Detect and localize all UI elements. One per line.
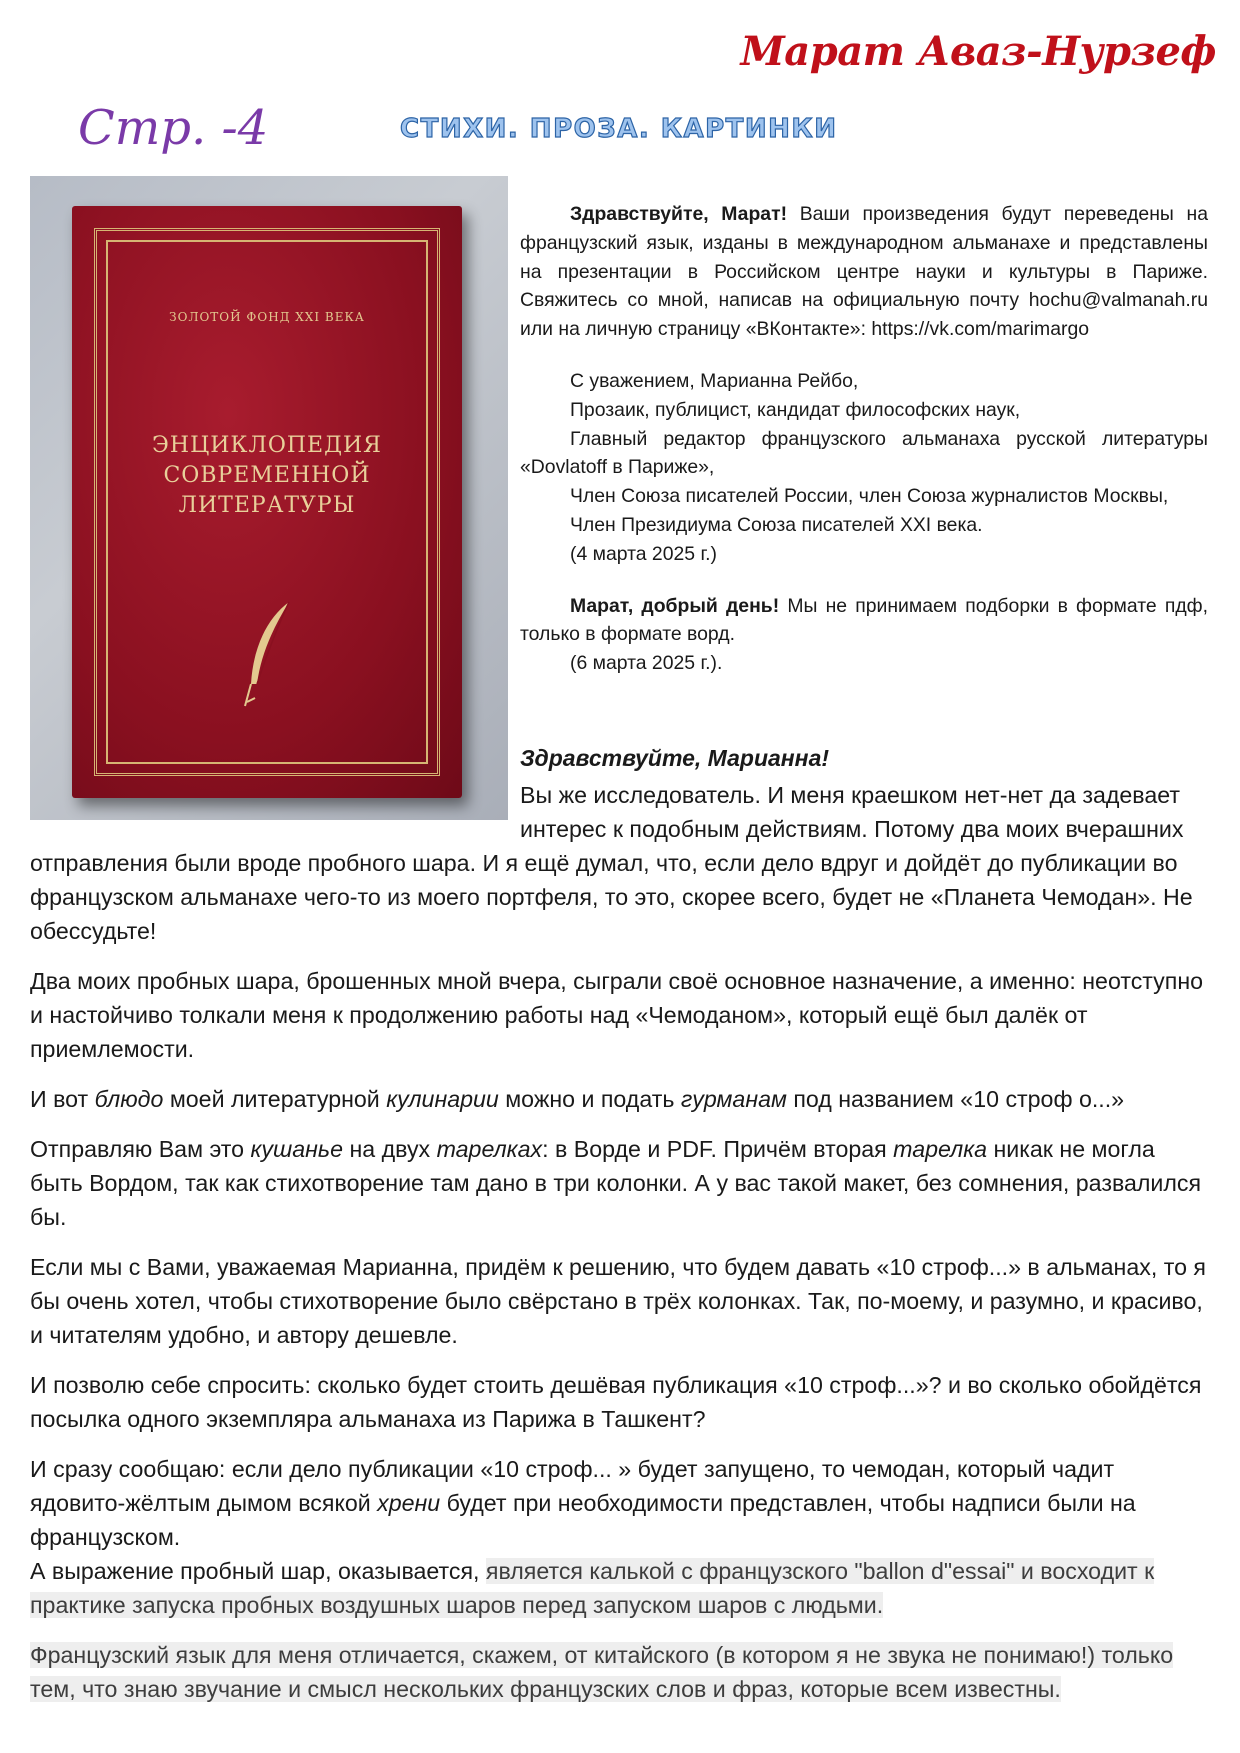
highlighted-quote: является калькой с французского "ballon d"essai" и восходит к практике запуска пробных воздушных шаров перед запуском шаров с людьми.	[30, 1558, 1155, 1618]
signature-line: С уважением, Марианна Рейбо,	[570, 369, 859, 392]
text-run: А выражение пробный шар, оказывается,	[30, 1558, 486, 1584]
text-run: И сразу сообщаю: если дело публикации «10 строф... » будет запущено, то чемодан, который чадит ядовито-жёлтым дымом всякой	[30, 1456, 1115, 1516]
reply-line: Вы же исследователь. И меня краешком нет-нет да задевает	[520, 782, 1180, 808]
book-title-line: СОВРЕМЕННОЙ	[163, 463, 371, 488]
letter-greeting: Здравствуйте, Марат!	[570, 203, 788, 225]
italic-run: гурманам	[680, 1086, 787, 1112]
second-greeting: Марат, добрый день!	[570, 594, 780, 617]
book-title-line: ЛИТЕРАТУРЫ	[178, 493, 356, 518]
book-photo	[30, 176, 508, 820]
book-title	[72, 431, 462, 521]
reply-text	[30, 778, 1210, 1722]
highlighted-quote: Французский язык для меня отличается, скажем, от китайского (в котором я не звука не понимаю!) только тем, что знаю звучание и смысл нескольких французских слов и фраз, которые всем известны.	[30, 1642, 1174, 1702]
text-run: И вот	[30, 1086, 95, 1112]
editor-letter	[520, 200, 1208, 678]
italic-run: тарелках	[436, 1136, 543, 1162]
italic-run: кулинарии	[386, 1086, 499, 1112]
quill-icon	[227, 598, 307, 718]
second-body: Мы не принимаем подборки в формате пдф, только в формате ворд.	[520, 594, 1208, 646]
text-run: никак не могла быть Вордом, так как стихотворение там дано в три колонки. А у вас такой макет, без сомнения, развалился бы.	[30, 1136, 1202, 1230]
reply-paragraph	[30, 1554, 1210, 1622]
italic-run: кушанье	[250, 1136, 344, 1162]
letter-paragraph	[520, 200, 1208, 344]
reply-paragraph	[30, 1132, 1210, 1234]
text-run: можно и подать	[498, 1086, 681, 1112]
reply-paragraph: И позволю себе спросить: сколько будет стоить дешёвая публикация «10 строф...»? и во сколько обойдётся посылка одного экземпляра альманаха из Парижа в Ташкент?	[30, 1372, 1202, 1432]
italic-run: хрени	[377, 1490, 441, 1516]
text-run: моей литературной	[163, 1086, 387, 1112]
text-run: на двух	[343, 1136, 437, 1162]
reply-paragraph	[30, 1082, 1210, 1116]
reply-paragraph	[30, 1452, 1210, 1554]
signature-line: Прозаик, публицист, кандидат философских наук,	[570, 398, 1021, 421]
letter-body: Ваши произведения будут переведены на французский язык, изданы в международном альманахе и представлены на презентации в Российском центре науки и культуры в Париже. Свяжитесь со мной, написав на официальную почту hochu@valmanah.ru или на личную страницу «ВКонтакте»: https://vk.com/marimargo	[520, 203, 1208, 341]
italic-run: блюдо	[94, 1086, 164, 1112]
letter-paragraph	[520, 592, 1208, 650]
letter-date: (4 марта 2025 г.)	[570, 542, 718, 565]
author-name: Марат Аваз-Нурзеф	[740, 28, 1216, 75]
book-title-line: ЭНЦИКЛОПЕДИЯ	[152, 433, 382, 458]
reply-paragraph	[30, 778, 1210, 846]
reply-greeting: Здравствуйте, Марианна!	[520, 745, 830, 771]
reply-paragraph: отправления были вроде пробного шара. И я ещё думал, что, если дело вдруг и дойдёт до публикации во французском альманахе чего-то из моего портфеля, то это, скорее всего, будет не «Планета Чемодан». Не обессудьте!	[30, 850, 1193, 944]
page-number: Стр. -4	[78, 100, 269, 156]
book-series: ЗОЛОТОЙ ФОНД XXI ВЕКА	[169, 310, 365, 324]
section-title: СТИХИ. ПРОЗА. КАРТИНКИ	[400, 114, 838, 144]
signature-line: Член Союза писателей России, член Союза журналистов Москвы,	[570, 485, 1169, 508]
text-run: Отправляю Вам это	[30, 1136, 251, 1162]
text-run: будет при необходимости представлен, чтобы надписи были на французском.	[30, 1490, 1136, 1550]
text-run: : в Ворде и PDF. Причём вторая	[542, 1136, 894, 1162]
letter-date: (6 марта 2025 г.).	[570, 652, 723, 675]
signature-line: Главный редактор французского альманаха русской литературы «Dovlatoff в Париже»,	[520, 427, 1208, 479]
italic-run: тарелка	[893, 1136, 988, 1162]
reply-line: интерес к подобным действиям. Потому два моих вчерашних	[520, 816, 1184, 842]
text-run: под названием «10 строф о...»	[786, 1086, 1125, 1112]
signature-line: Член Президиума Союза писателей XXI века.	[570, 513, 983, 536]
reply-paragraph: Если мы с Вами, уважаемая Марианна, придём к решению, что будем давать «10 строф...» в альманах, то я бы очень хотел, чтобы стихотворение было свёрстано в трёх колонках. Так, по-моему, и разумно, и красиво, и читателям удобно, и автору дешевле.	[30, 1254, 1206, 1348]
reply-paragraph	[30, 1638, 1210, 1706]
book-cover	[72, 206, 462, 798]
reply-paragraph: Два моих пробных шара, брошенных мной вчера, сыграли своё основное назначение, а именно: неотступно и настойчиво толкали меня к продолжению работы над «Чемоданом», который ещё был далёк от приемлемости.	[30, 968, 1204, 1062]
